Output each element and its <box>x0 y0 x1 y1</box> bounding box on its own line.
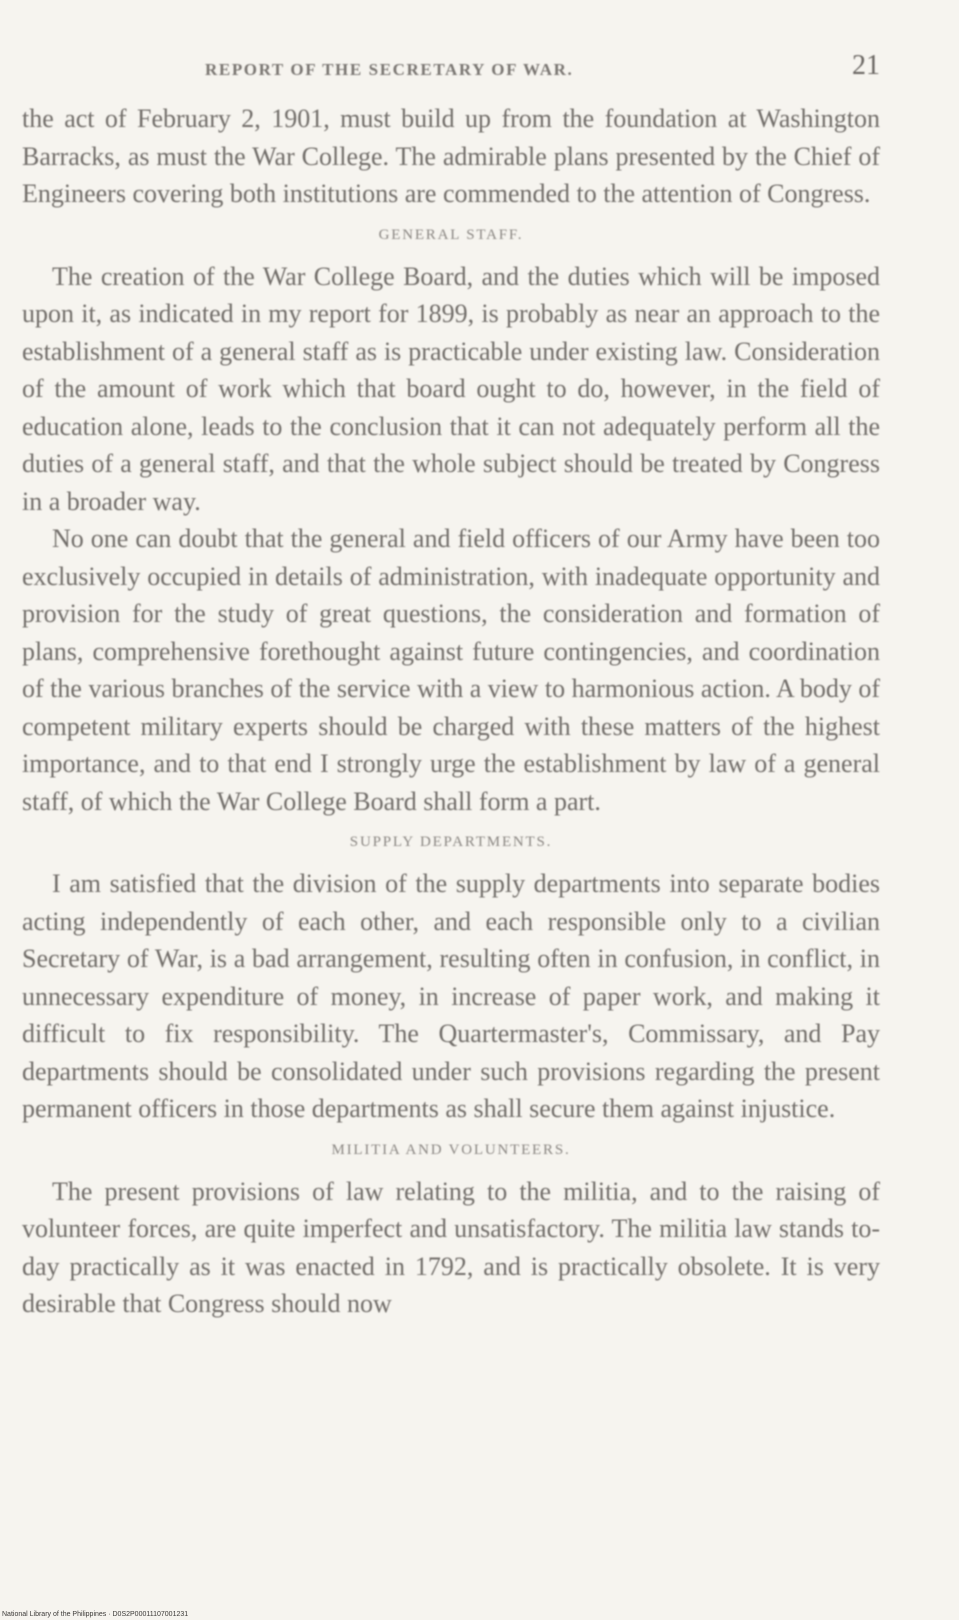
paragraph-general-staff-recommendation: No one can doubt that the general and field officers of our Army have been too exclusively occupied in details of administration, with inadequate opportunity and provision for the study of great questions, the consideration and formation of plans, comprehensive forethought against future contingencies, and coordination of the various branches of the service with a view to harmonious action. A body of competent military experts should be charged with these matters of the highest importance, and to that end I strongly urge the establishment by law of a general staff, of which the War College Board shall form a part. <box>22 524 880 816</box>
page-body <box>22 100 880 1323</box>
running-head: REPORT OF THE SECRETARY OF WAR. <box>205 60 574 79</box>
page-header <box>205 50 890 90</box>
section-heading-supply-departments: SUPPLY DEPARTMENTS. <box>349 834 553 850</box>
paragraph-supply-departments: I am satisfied that the division of the supply departments into separate bodies acting independently of each other, and each responsible only to a civilian Secretary of War, is a bad arrangement, resulting often in confusion, in conflict, in unnecessary expenditure of money, in increase of paper work, and making it difficult to fix responsibility. The Quartermaster's, Commissary, and Pay departments should be consolidated under such provisions regarding the present permanent officers in those departments as shall secure them against injustice. <box>22 869 880 1123</box>
scan-credit: National Library of the Philippines · D0S2P00011107001231 <box>2 1611 189 1618</box>
paragraph-continuation: the act of February 2, 1901, must build up from the foundation at Washington Barracks, as must the War College. The admirable plans presented by the Chief of Engineers covering both institutions are commended to the attention of Congress. <box>22 104 880 208</box>
section-heading-general-staff: GENERAL STAFF. <box>378 226 524 243</box>
paragraph-war-college-board: The creation of the War College Board, and the duties which will be imposed upon it, as indicated in my report for 1899, is probably as near an approach to the establishment of a general staff as is practicable under existing law. Consideration of the amount of work which that board ought to do, however, in the field of education alone, leads to the conclusion that it can not adequately perform all the duties of a general staff, and that the whole subject should be treated by Congress in a broader way. <box>22 261 880 516</box>
section-heading-militia-and-volunteers: MILITIA AND VOLUNTEERS. <box>331 1141 571 1158</box>
page-number: 21 <box>852 50 880 81</box>
paragraph-militia: The present provisions of law relating to the militia, and to the raising of volunteer forces, are quite imperfect and unsatisfactory. The militia law stands to-day practically as it was enacted in 1792, and is practically obsolete. It is very desirable that Congress should now <box>22 1176 880 1318</box>
